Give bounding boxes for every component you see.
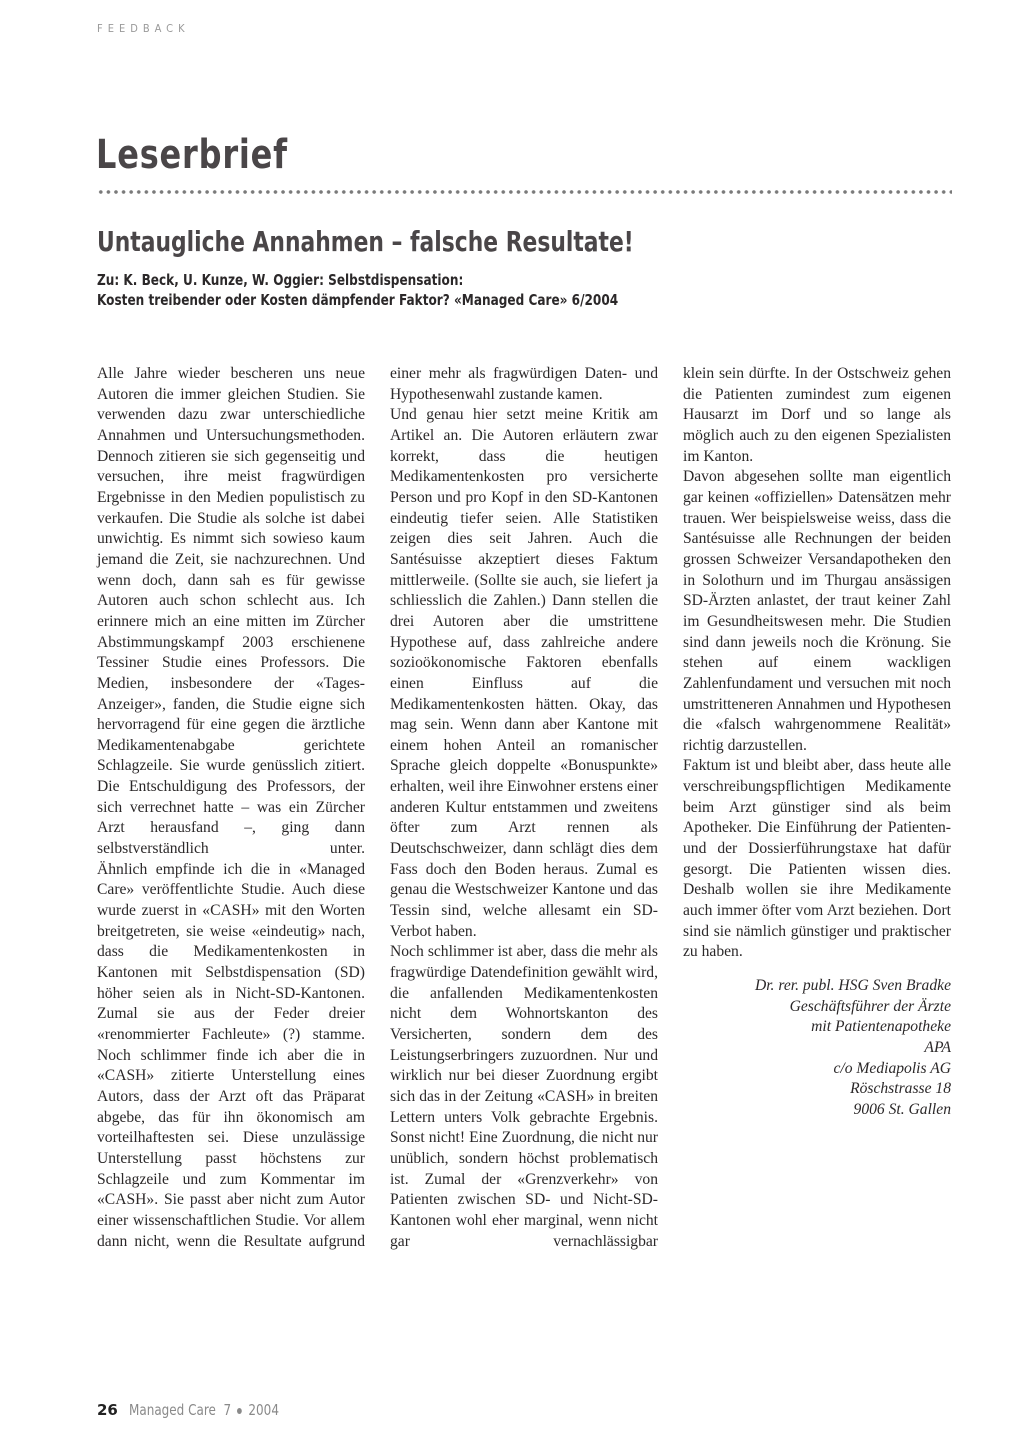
article-reference: [97, 270, 618, 310]
paragraph: Faktum ist und bleibt aber, dass heute alle verschreibungspflichtigen Medikamente beim Arzt günstiger sind als beim Apotheker. Die Einführung der Patienten- und der Dossierführungstaxe hat dafür gesorgt. Die Patienten wissen dies. Deshalb wollen sie ihre Medikamente auch immer öfter vom Arzt beziehen. Dort sind sie nämlich günstiger und praktischer zu haben.: [683, 757, 951, 961]
signature-line: mit Patientenapotheke: [811, 1018, 951, 1036]
paragraph: Ähnlich empfinde ich die in «Managed Care» veröffentlichte Studie. Auch diese wurde zuerst in «CASH» mit den Worten breitgetreten, sie weise «eindeutig» nach, dass die Medikamentenkosten in Kantonen mit Selbstdispensation (SD) höher seien als in Nicht-SD-Kantonen. Zumal sie aus der Feder dreier «renommierter Fachleute» (?) stamme. Noch schlimmer finde ich aber die in «CASH» zitierte Unterstellung eines Autors, dass der Arzt oft das Präparat abgebe, das für ihn ökonomisch am vorteilhaftesten sei. Diese unzulässige Unterstellung passt höchstens zur Schlagzeile und zum Kommentar im «CASH». Sie passt aber nicht zum Autor einer wissenschaftlichen Studie. Vor allem dann nicht, wenn die Resultate aufgrund: [97, 860, 365, 1250]
paragraph: klein sein dürfte. In der Ostschweiz gehen die Patienten zumindest zum eigenen Hausarzt im Dorf und so lange als möglich auch zu den eigenen Spezialisten im Kanton.: [683, 365, 951, 465]
signature-line: c/o Mediapolis AG: [833, 1059, 951, 1077]
reference-line: Zu: K. Beck, U. Kunze, W. Oggier: Selbstdispensation:: [97, 271, 464, 289]
paragraph: einer mehr als fragwürdigen Daten- und Hypothesenwahl zustande kamen.: [390, 365, 658, 403]
paragraph: Alle Jahre wieder bescheren uns neue Autoren die immer gleichen Studien. Sie verwenden dazu zwar unterschiedliche Annahmen und Untersuchungsmethoden. Dennoch zitieren sie sich gegenseitig und versuchen, ihre meist fragwürdigen Ergebnisse in den Medien populistisch zu verkaufen. Die Studie als solche ist dabei unwichtig. Es nimmt sich sowieso kaum jemand die Zeit, sie nachzurechnen. Und wenn doch, dann sah es für gewisse Autoren auch schon schlecht aus. Ich erinnere mich an eine mitten im Zürcher Abstimmungskampf 2003 erschienene Tessiner Studie eines Professors. Die Medien, insbesondere der «Tages-Anzeiger», fanden, die Studie eigne sich hervorragend für eine gegen die ärztliche Medikamentenabgabe gerichtete Schlagzeile. Sie wurde genüsslich zitiert. Die Entschuldigung des Professors, der sich verrechnet hatte – was ein Zürcher Arzt herausfand –, ging dann selbstverständlich unter.: [97, 365, 365, 858]
reference-line: Kosten treibender oder Kosten dämpfender Faktor? «Managed Care» 6/2004: [97, 291, 619, 309]
signature-name: Dr. rer. publ. HSG Sven Bradke: [754, 977, 951, 995]
author-signature: [683, 976, 951, 1121]
issue-year: 2004: [248, 1401, 279, 1419]
magazine-issue: [129, 1401, 279, 1419]
paragraph: Und genau hier setzt meine Kritik am Artikel an. Die Autoren erläutern zwar korrekt, dass die heutigen Medikamentenkosten pro versicherte Person und pro Kopf in den SD-Kantonen eindeutig tiefer seien. Alle Statistiken zeigen dies seit Jahren. Auch die Santésuisse akzeptiert dieses Faktum mittlerweile. (Sollte sie auch, sie liefert ja schliesslich die Zahlen.) Dann stellen die drei Autoren aber die umstrittene Hypothese auf, dass zahlreiche andere sozioökonomische Faktoren ebenfalls einen Einfluss auf die Medikamentenkosten hätten. Okay, das mag sein. Wenn dann aber Kantone mit einem hohen Anteil an romanischer Sprache gleich doppelte «Bonuspunkte» erhalten, weil ihre Einwohner erstens einer anderen Kultur entstammen und zweitens öfter zum Arzt rennen als Deutschschweizer, dann schlägt dies dem Fass doch den Boden heraus. Zumal es genau die Westschweizer Kantone und das Tessin sind, welche allesamt ein SD-Verbot haben.: [390, 406, 658, 940]
page-number: 26: [97, 1401, 118, 1419]
text-column-2: [390, 364, 658, 1252]
issue-number: 7: [223, 1401, 231, 1419]
magazine-name: Managed Care: [128, 1401, 216, 1419]
text-column-3: [683, 364, 951, 1121]
signature-line: Geschäftsführer der Ärzte: [789, 997, 951, 1015]
article-headline: Untaugliche Annahmen – falsche Resultate!: [97, 225, 634, 258]
text-column-1: [97, 364, 365, 1252]
signature-line: Röschstrasse 18: [850, 1080, 951, 1098]
bullet-separator-icon: [237, 1408, 242, 1414]
dotted-divider: [97, 189, 952, 195]
paragraph: Davon abgesehen sollte man eigentlich gar keinen «offiziellen» Datensätzen mehr trauen. Wer beispielsweise weiss, dass die Santésuisse alle Rechnungen der beiden grossen Schweizer Versandapotheken den in Solothurn und im Thurgau ansässigen SD-Ärzten anlastet, der traut keiner Zahl im Gesundheitswesen mehr. Die Studien sind dann jeweils noch die Krönung. Sie stehen auf einem wackligen Zahlenfundament und versuchen mit noch umstritteneren Annahmen und Hypothesen die «falsch wahrgenommene Realität» richtig darzustellen.: [683, 468, 951, 754]
page-footer: [97, 1401, 316, 1419]
page-title: Leserbrief: [96, 132, 288, 178]
paragraph: Noch schlimmer ist aber, dass die mehr als fragwürdige Datendefinition gewählt wird, die anfallenden Medikamentenkosten nicht dem Wohnortskanton des Versicherten, sondern dem des Leistungserbringers zuzuordnen. Nur und wirklich nur bei dieser Zuordnung ergibt sich das in der Zeitung «CASH» in breiten Lettern unters Volk gebrachte Ergebnis. Sonst nicht! Eine Zuordnung, die nicht nur unüblich, sondern höchst problematisch ist. Zumal der «Grenzverkehr» von Patienten zwischen SD- und Nicht-SD-Kantonen wohl eher marginal, wenn nicht gar vernachlässigbar: [390, 943, 658, 1250]
signature-line: 9006 St. Gallen: [853, 1100, 951, 1118]
section-label: FEEDBACK: [97, 22, 190, 35]
signature-line: APA: [924, 1039, 951, 1056]
